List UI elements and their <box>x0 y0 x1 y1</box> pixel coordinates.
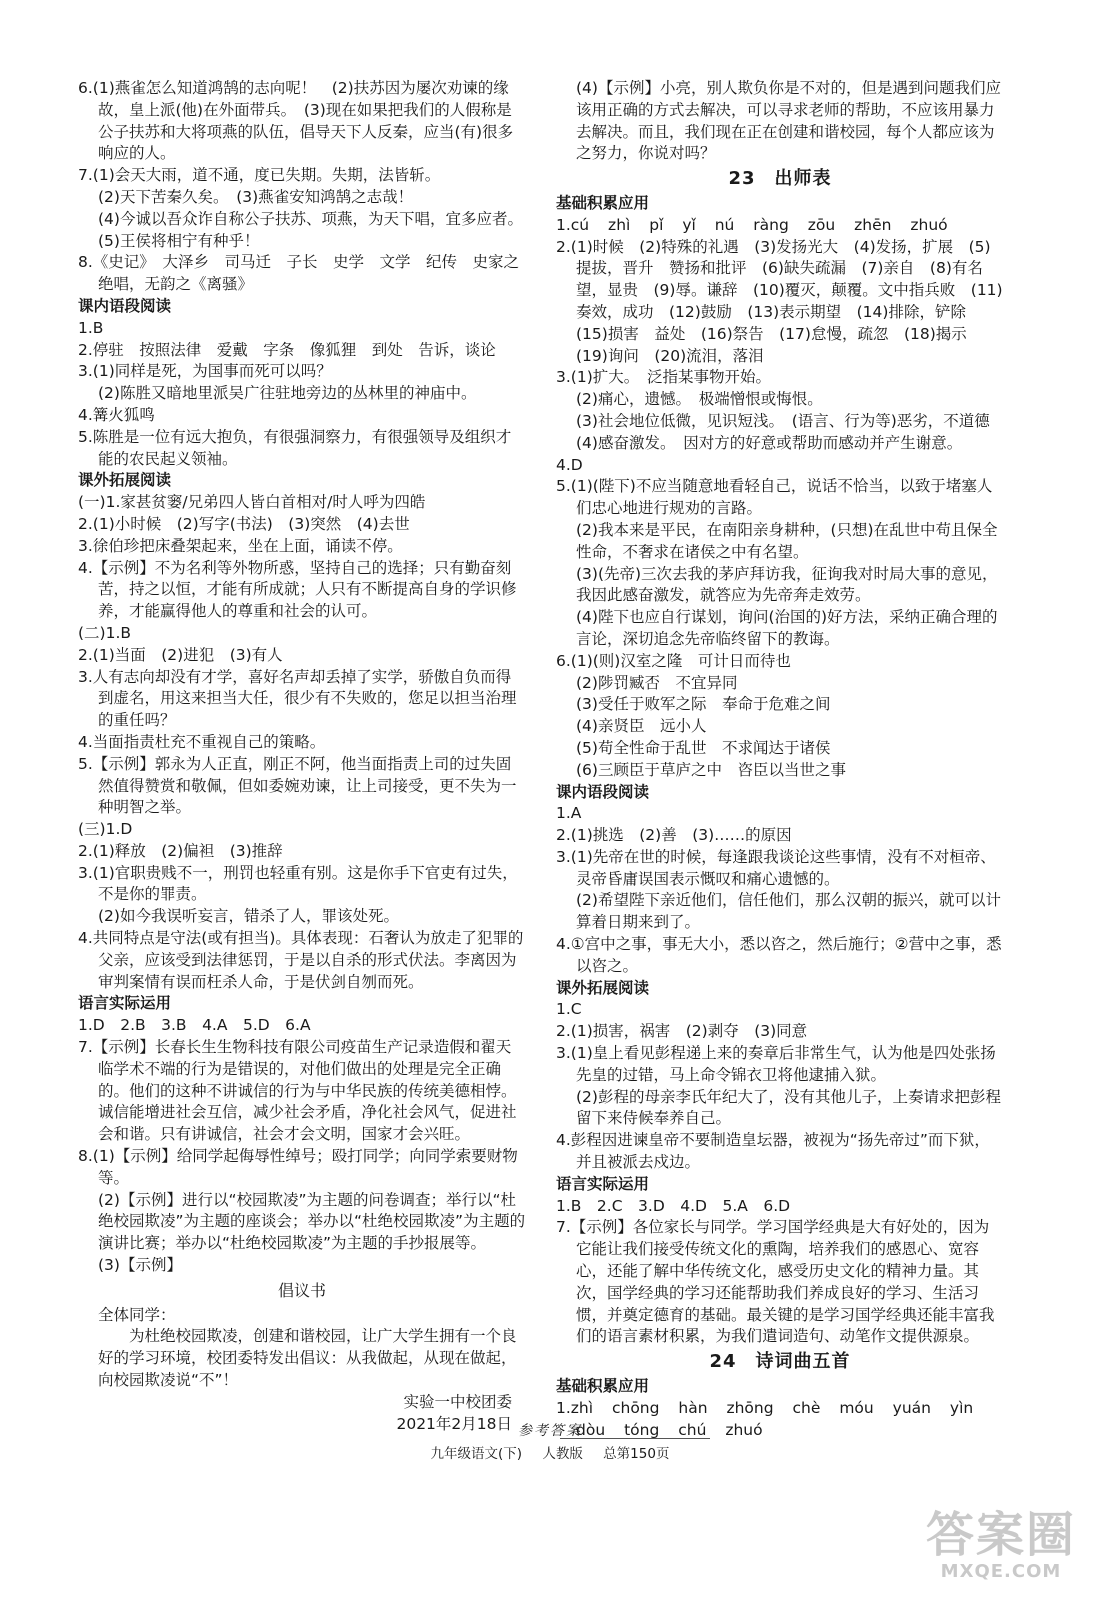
answer-line: (3)受任于败军之际 奉命于危难之间 <box>576 695 831 714</box>
letter-signature: 2021年2月18日 <box>396 1414 512 1433</box>
answer-line: 8.《史记》 大泽乡 司马迁 子长 史学 文学 纪传 史家之绝唱，无韵之《离骚》 <box>78 253 520 294</box>
answer-line: 4.D <box>556 455 583 474</box>
answer-line: (2)如今我误听妄言，错杀了人，罪该处死。 <box>98 907 399 926</box>
answer-line: 4.彭程因进谏皇帝不要制造皇坛器，被视为“扬先帝过”而下狱，并且被派去戍边。 <box>556 1131 990 1172</box>
answer-line: 4.①宫中之事，事无大小，悉以咨之，然后施行；②营中之事，悉以咨之。 <box>556 935 1002 975</box>
answer-line: 3.(1)扩大。 泛指某事物开始。 <box>556 368 771 387</box>
section-heading: 基础积累应用 <box>556 193 650 212</box>
answer-line: 1.cú zhì pǐ yǐ nú ràng zōu zhēn zhuó <box>556 215 948 234</box>
answer-line: (三)1.D <box>78 820 133 839</box>
answer-line: 2.(1)时候 (2)特殊的礼遇 (3)发扬光大 (4)发扬，扩展 (5)提拔，晋升 赞扬和批评 (6)缺失疏漏 (7)亲自 (8)有名望，显贵 (9)辱。谦辞 (10)覆灭，颠覆。文中指兵败 (11)奏效，成功 (12)鼓励 (13)表示期望 (14)排除，铲除 (15)损害 益处 (16)祭告 (17)怠慢，疏忽 (18)揭示 (19)询问 (20)流泪，落泪 <box>556 237 1003 365</box>
answer-line: (2)天下苦秦久矣。 (3)燕雀安知鸿鹄之志哉！ <box>98 187 414 206</box>
answer-line: 全体同学： <box>98 1305 176 1324</box>
answer-line: 5.(1)(陛下)不应当随意地看轻自己，说话不恰当，以致于堵塞人们忠心地进行规劝的言路。 <box>556 477 993 518</box>
answer-line: (一)1.家甚贫窭/兄弟四人皆白首相对/时人呼为四皓 <box>78 493 426 512</box>
footer-edition: 人教版 <box>542 1446 583 1462</box>
section-heading: 语言实际运用 <box>78 994 172 1013</box>
answer-line: (2)希望陛下亲近他们，信任他们，那么汉朝的振兴，就可以计算着日期来到了。 <box>576 891 1001 932</box>
answer-line: 1.D 2.B 3.B 4.A 5.D 6.A <box>78 1016 311 1035</box>
answer-line: 2.(1)当面 (2)进犯 (3)有人 <box>78 645 283 664</box>
answer-line: (3)【示例】 <box>98 1256 182 1275</box>
answer-line: 5.陈胜是一位有远大抱负，有很强洞察力，有很强领导及组织才能的农民起义领袖。 <box>78 427 512 468</box>
answer-line: 4.【示例】不为名利等外物所惑，坚持自己的选择；只有勤奋刻苦，持之以恒，才能有所成就；人只有不断提高自身的学识修养，才能赢得他人的尊重和社会的认可。 <box>78 558 517 621</box>
right-column <box>556 78 1004 1441</box>
answer-line: 4.当面指责杜充不重视自己的策略。 <box>78 732 326 751</box>
footer-info <box>0 1442 1100 1462</box>
answer-line: 8.(1)【示例】给同学起侮辱性绰号；殴打同学；向同学索要财物等。 <box>78 1147 518 1187</box>
answer-line: (5)王侯将相宁有种乎！ <box>98 231 260 250</box>
watermark-logo: 答案圈 <box>925 1507 1076 1563</box>
lesson-title: 24 诗词曲五首 <box>709 1351 851 1373</box>
answer-line: 1.B <box>78 318 104 337</box>
answer-line: 3.人有志向却没有才学，喜好名声却丢掉了实学，骄傲自负而得到虚名，用这来担当大任，很少有不失败的，您足以担当治理的重任吗？ <box>78 667 517 730</box>
answer-line: 3.(1)先帝在世的时候，每逢跟我谈论这些事情，没有不对桓帝、灵帝昏庸误国表示慨叹和痛心遗憾的。 <box>556 847 996 888</box>
section-heading: 课外拓展阅读 <box>78 471 172 490</box>
answer-line: 4.共同特点是守法(或有担当)。具体表现：石奢认为放走了犯罪的父亲，应该受到法律惩罚，于是以自杀的形式伏法。李离因为审判案情有误而枉杀人命，于是伏剑自刎而死。 <box>78 929 524 991</box>
answer-line: (4)感奋激发。 因对方的好意或帮助而感动并产生谢意。 <box>576 433 963 452</box>
left-column <box>78 78 526 1435</box>
answer-line: 6.(1)燕雀怎么知道鸿鹄的志向呢！ (2)扶苏因为屡次劝谏的缘故，皇上派(他)在外面带兵。 (3)现在如果把我们的人假称是公子扶苏和大将项燕的队伍，倡导天下人反秦，应当(有)很多响应的人。 <box>78 79 514 163</box>
footer-page-number: 总第150页 <box>603 1446 670 1462</box>
answer-line: 7.【示例】各位家长与同学。学习国学经典是大有好处的，因为它能让我们接受传统文化的熏陶，培养我们的感恩心、宽容心，还能了解中华传统文化，感受历史文化的精神力量。其次，国学经典的学习还能帮助我们养成良好的学习、生活习惯，并奠定德育的基础。最关键的是学习国学经典还能丰富我们的语言素材积累，为我们遣词造句、动笔作文提供源泉。 <box>556 1218 995 1346</box>
lesson-title: 23 出师表 <box>728 168 832 190</box>
answer-line: 2.(1)小时候 (2)写字(书法) (3)突然 (4)去世 <box>78 514 410 533</box>
watermark <box>926 1509 1076 1582</box>
answer-line: (2)【示例】进行以“校园欺凌”为主题的问卷调查；举行以“杜绝校园欺凌”为主题的座谈会；举办以“杜绝校园欺凌”为主题的演讲比赛；举办以“杜绝校园欺凌”为主题的手抄报展等。 <box>98 1190 526 1253</box>
section-heading: 语言实际运用 <box>556 1174 650 1193</box>
section-heading: 课外拓展阅读 <box>556 978 650 997</box>
section-heading: 课内语段阅读 <box>78 296 172 315</box>
answer-line: (6)三顾臣于草庐之中 咨臣以当世之事 <box>576 760 846 779</box>
answer-line: (5)苟全性命于乱世 不求闻达于诸侯 <box>576 738 831 757</box>
answer-line: (2)陈胜又暗地里派吴广往驻地旁边的丛林里的神庙中。 <box>98 384 477 403</box>
answer-line: 为杜绝校园欺凌，创建和谐校园，让广大学生拥有一个良好的学习环境，校团委特发出倡议：从我做起，从现在做起，向校园欺凌说“不”！ <box>98 1327 517 1390</box>
answer-line: (3)(先帝)三次去我的茅庐拜访我，征询我对时局大事的意见，我因此感奋激发，就答应为先帝奔走效劳。 <box>576 564 998 605</box>
letter-title: 倡议书 <box>277 1280 326 1300</box>
answer-line: (4)今诚以吾众诈自称公子扶苏、项燕，为天下唱，宜多应者。 <box>98 209 523 228</box>
answer-line: (4)亲贤臣 远小人 <box>576 717 707 736</box>
answer-line: (4)【示例】小亮，别人欺负你是不对的，但是遇到问题我们应该用正确的方式去解决，可以寻求老师的帮助，不应该用暴力去解决。而且，我们现在正在创建和谐校园，每个人都应该为之努力，你说对吗？ <box>576 79 1001 163</box>
answer-line: 1.B 2.C 3.D 4.D 5.A 6.D <box>556 1196 791 1215</box>
answer-line: (3)社会地位低微，见识短浅。 (语言、行为等)恶劣，不道德 <box>576 411 990 430</box>
section-heading: 课内语段阅读 <box>556 782 650 801</box>
section-heading: 基础积累应用 <box>556 1377 650 1396</box>
answer-line: 5.【示例】郭永为人正直，刚正不阿，他当面指责上司的过失固然值得赞赏和敬佩，但如委婉劝谏，让上司接受，更不失为一种明智之举。 <box>78 754 517 817</box>
answer-line: 4.篝火狐鸣 <box>78 405 155 424</box>
answer-line: 2.(1)挑选 (2)善 (3)……的原因 <box>556 826 792 845</box>
footer-grade: 九年级语文(下) <box>430 1446 523 1462</box>
answer-line: 7.【示例】长春长生生物科技有限公司疫苗生产记录造假和翟天临学术不端的行为是错误的，对他们做出的处理是完全正确的。他们的这种不讲诚信的行为与中华民族的传统美德相悖。诚信能增进社会互信，减少社会矛盾，净化社会风气，促进社会和谐。只有讲诚信，社会才会文明，国家才会兴旺。 <box>78 1038 517 1144</box>
answer-line: (2)痛心，遗憾。 极端憎恨或悔恨。 <box>576 390 823 409</box>
answer-line: 3.徐伯珍把床叠架起来，坐在上面，诵读不停。 <box>78 536 403 555</box>
answer-line: (2)陟罚臧否 不宜异同 <box>576 673 738 692</box>
watermark-domain: MXQE.COM <box>940 1561 1062 1582</box>
answer-line: 6.(1)(则)汉室之隆 可计日而待也 <box>556 651 791 670</box>
answer-line: 3.(1)同样是死，为国事而死可以吗？ <box>78 362 332 381</box>
answer-line: 1.C <box>556 1000 582 1019</box>
answer-line: 3.(1)官职贵贱不一，刑罚也轻重有别。这是你手下官吏有过失，不是你的罪责。 <box>78 863 518 904</box>
answer-line: (4)陛下也应自行谋划，询问(治国的)好方法，采纳正确合理的言论，深切追念先帝临终留下的教诲。 <box>576 608 998 648</box>
page-footer <box>0 1420 1100 1462</box>
answer-line: 2.(1)损害，祸害 (2)剥夺 (3)同意 <box>556 1022 808 1041</box>
letter-signature: 实验一中校团委 <box>403 1392 512 1411</box>
answer-line: (二)1.B <box>78 623 132 642</box>
answer-line: 3.(1)皇上看见彭程递上来的奏章后非常生气，认为他是四处张扬先皇的过错，马上命令锦衣卫将他逮捕入狱。 <box>556 1044 996 1084</box>
answer-line: (2)彭程的母亲李氏年纪大了，没有其他儿子，上奏请求把彭程留下来侍候奉养自己。 <box>576 1087 1001 1128</box>
answer-line: 2.(1)释放 (2)偏袒 (3)推辞 <box>78 841 283 860</box>
answer-line: 1.A <box>556 804 582 823</box>
answer-line: (2)我本来是平民，在南阳亲身耕种，(只想)在乱世中苟且保全性命，不奢求在诸侯之中有名望。 <box>576 520 998 561</box>
footer-label: 参考答案 <box>518 1423 582 1439</box>
answer-line: 2.停驻 按照法律 爱戴 字条 像狐狸 到处 告诉，谈论 <box>78 340 496 359</box>
answer-line: 7.(1)会天大雨，道不通，度已失期。失期，法皆斩。 <box>78 166 441 185</box>
answer-line: 1.zhì chōng hàn zhōng chè móu yuán yìn dòu tóng chú zhuó <box>556 1398 974 1439</box>
